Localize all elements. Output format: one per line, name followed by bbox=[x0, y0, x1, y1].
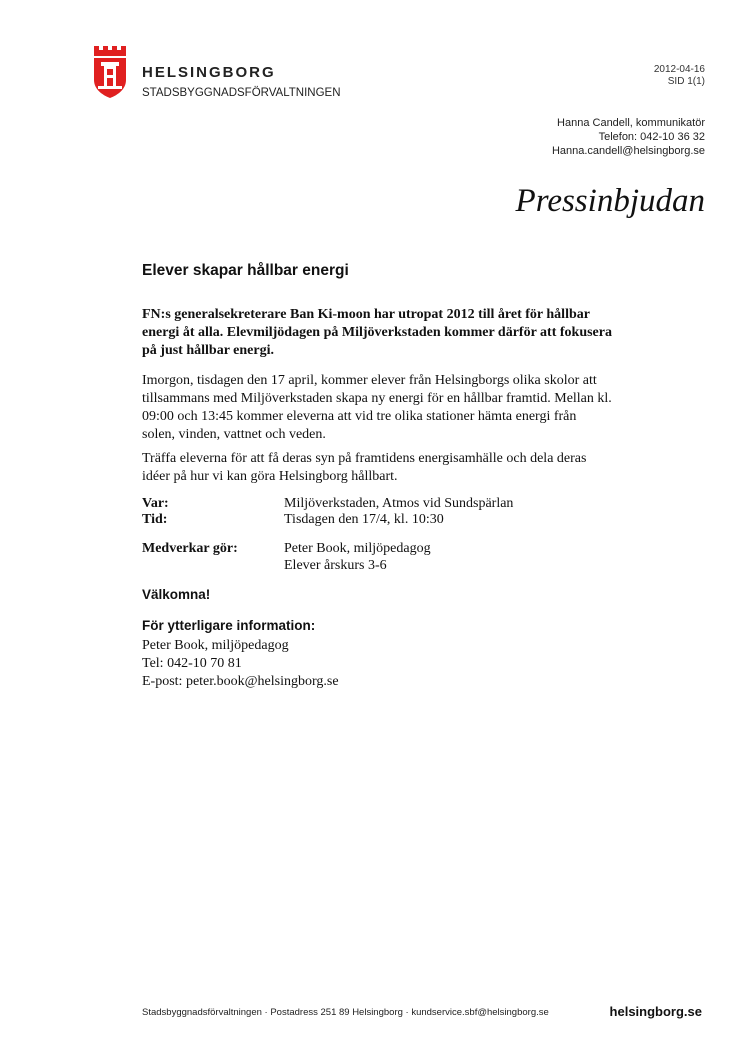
city-name: HELSINGBORG bbox=[142, 64, 276, 81]
time-value: Tisdagen den 17/4, kl. 10:30 bbox=[284, 512, 444, 527]
more-info-heading: För ytterligare information: bbox=[142, 618, 316, 633]
page-number: SID 1(1) bbox=[667, 76, 705, 87]
participant-1: Peter Book, miljöpedagog bbox=[284, 541, 431, 556]
more-info-email: E-post: peter.book@helsingborg.se bbox=[142, 674, 339, 689]
department-name: STADSBYGGNADSFÖRVALTNINGEN bbox=[142, 87, 341, 99]
welcome-text: Välkomna! bbox=[142, 587, 211, 602]
document-date: 2012-04-16 bbox=[653, 64, 705, 75]
lead-paragraph: FN:s generalsekreterare Ban Ki-moon har utropat 2012 till året för hållbar energi åt alla. Elevmiljödagen på Miljöverkstaden kommer därför att fokusera på just hållbar energi. bbox=[142, 307, 612, 358]
contact-name: Hanna Candell, kommunikatör bbox=[557, 117, 705, 129]
headline: Elever skapar hållbar energi bbox=[142, 262, 349, 279]
helsingborg-crest-logo bbox=[92, 44, 128, 100]
more-info-name: Peter Book, miljöpedagog bbox=[142, 638, 289, 653]
contact-phone: Telefon: 042-10 36 32 bbox=[598, 131, 705, 143]
footer-website: helsingborg.se bbox=[609, 1004, 702, 1019]
contact-email: Hanna.candell@helsingborg.se bbox=[551, 145, 705, 157]
participants-label: Medverkar gör: bbox=[142, 541, 238, 556]
location-label: Var: bbox=[142, 496, 169, 511]
more-info-phone: Tel: 042-10 70 81 bbox=[142, 656, 242, 671]
participant-2: Elever årskurs 3-6 bbox=[284, 558, 387, 573]
more-info-block bbox=[142, 637, 339, 691]
body-paragraph-1: Imorgon, tisdagen den 17 april, kommer elever från Helsingborgs olika skolor att tillsammans med Miljöverkstaden skapa ny energi för en hållbar framtid. Mellan kl. 09:00 och 13:45 kommer eleverna att vid tre olika stationer hämta energi från solen, vinden, vattnet och veden. bbox=[142, 373, 612, 442]
contact-block bbox=[552, 116, 705, 158]
location-value: Miljöverkstaden, Atmos vid Sundspärlan bbox=[284, 496, 514, 511]
time-label: Tid: bbox=[142, 512, 168, 527]
body-paragraph-2: Träffa eleverna för att få deras syn på framtidens energisamhälle och dela deras idéer på hur vi kan göra Helsingborg hållbart. bbox=[142, 451, 587, 484]
document-type-title: Pressinbjudan bbox=[515, 183, 705, 219]
footer-address: Stadsbyggnadsförvaltningen · Postadress 251 89 Helsingborg · kundservice.sbf@helsingborg.se bbox=[142, 1007, 549, 1018]
